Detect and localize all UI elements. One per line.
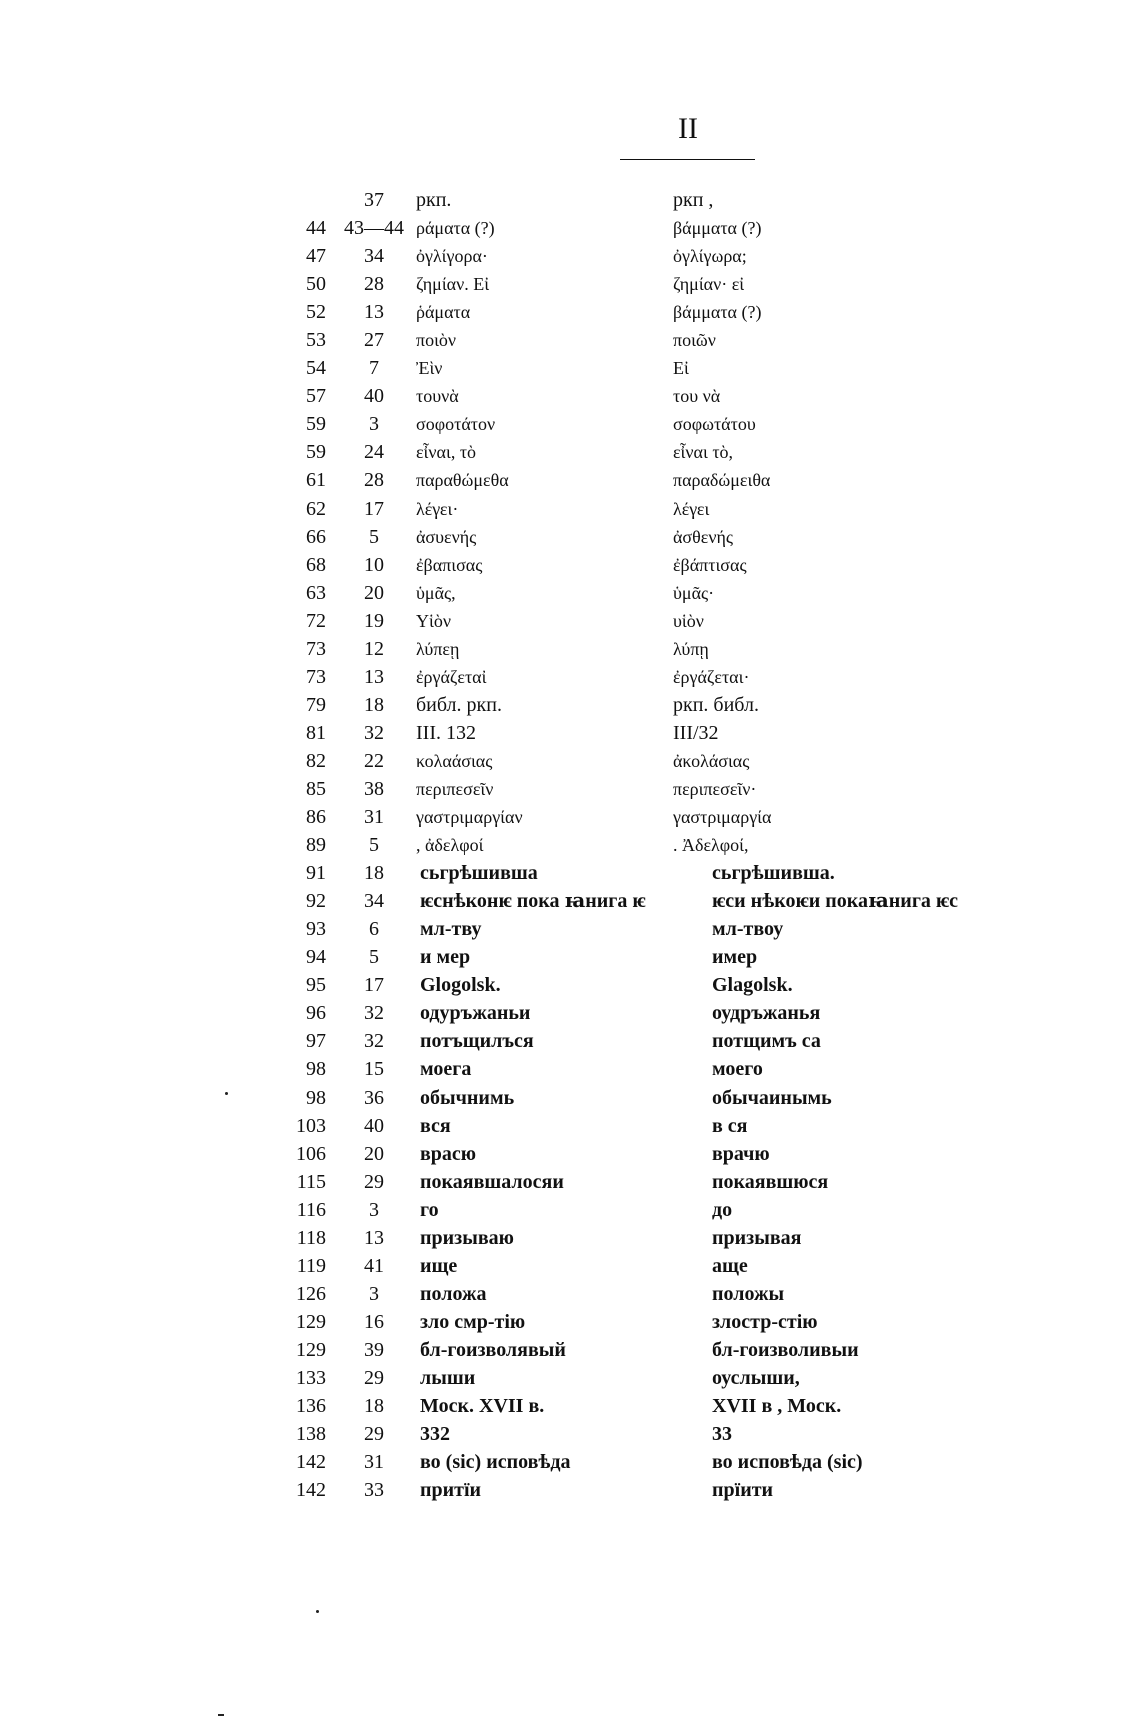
errata-printed-text: λέγει· [416, 498, 459, 519]
errata-page-number: 118 [296, 1226, 326, 1249]
errata-page-number: 50 [306, 273, 326, 296]
errata-line-number: 3 [369, 1282, 379, 1305]
errata-correct-text: ἀσθενής [673, 526, 733, 547]
errata-row [0, 1280, 1140, 1308]
errata-row [0, 1476, 1140, 1504]
errata-correct-text: ὀγλίγωρα; [673, 246, 747, 267]
errata-correct-text: моего [712, 1058, 763, 1081]
errata-row [0, 1364, 1140, 1392]
errata-printed-text: ποιὸν [416, 330, 457, 351]
errata-printed-text: γαστριμαργίαν [416, 807, 523, 828]
errata-line-number: 31 [364, 806, 384, 829]
errata-row [0, 1055, 1140, 1083]
errata-correct-text: оуслыши, [712, 1366, 800, 1389]
errata-correct-text: υἱὸν [673, 610, 704, 631]
errata-page-number: 138 [296, 1423, 326, 1446]
errata-line-number: 13 [364, 301, 384, 324]
errata-printed-text: περιπεσεῖν [416, 778, 494, 799]
errata-printed-text: обычнимь [420, 1086, 515, 1109]
errata-line-number: 13 [364, 1226, 384, 1249]
errata-printed-text: притїи [420, 1479, 482, 1502]
errata-row [0, 1252, 1140, 1280]
errata-correct-text: λέγει [673, 498, 710, 519]
errata-row [0, 410, 1140, 438]
errata-correct-text: περιπεσεῖν· [673, 778, 757, 799]
errata-page-number: 133 [296, 1366, 326, 1389]
errata-page-number: 59 [306, 441, 326, 464]
errata-printed-text: моега [420, 1058, 472, 1081]
errata-line-number: 3 [369, 413, 379, 436]
errata-row [0, 887, 1140, 915]
errata-line-number: 34 [364, 890, 384, 913]
errata-page-number: 66 [306, 525, 326, 548]
errata-correct-text: βάμματα (?) [673, 218, 762, 239]
errata-row [0, 326, 1140, 354]
errata-line-number: 16 [364, 1310, 384, 1333]
errata-page-number: 97 [306, 1030, 326, 1053]
errata-line-number: 19 [364, 609, 384, 632]
errata-printed-text: положа [420, 1282, 487, 1305]
errata-correct-text: Glagolsk. [712, 974, 793, 997]
errata-row [0, 1420, 1140, 1448]
errata-line-number: 5 [369, 525, 379, 548]
errata-page-number: 47 [306, 245, 326, 268]
errata-printed-text: библ. ркп. [416, 693, 502, 716]
errata-correct-text: ἐβάπτισας [673, 554, 747, 575]
errata-row [0, 831, 1140, 859]
errata-row [0, 298, 1140, 326]
errata-row [0, 1112, 1140, 1140]
errata-line-number: 5 [369, 834, 379, 857]
errata-line-number: 27 [364, 329, 384, 352]
errata-correct-text: злостр-стію [712, 1310, 818, 1333]
errata-line-number: 15 [364, 1058, 384, 1081]
errata-row [0, 607, 1140, 635]
errata-page-number: 129 [296, 1310, 326, 1333]
errata-row [0, 1168, 1140, 1196]
errata-row [0, 466, 1140, 494]
errata-line-number: 29 [364, 1170, 384, 1193]
errata-correct-text: в ся [712, 1114, 748, 1137]
errata-printed-text: κολαάσιας [416, 750, 493, 771]
errata-printed-text: ζημίαν. Εἰ [416, 274, 490, 295]
errata-printed-text: во (sic) исповѣда [420, 1451, 571, 1474]
errata-line-number: 37 [364, 189, 384, 211]
errata-correct-text: λύπῃ [673, 638, 709, 659]
errata-printed-text: σοφοτάτον [416, 414, 496, 435]
errata-line-number: 24 [364, 441, 384, 464]
errata-printed-text: зло смр-тію [420, 1310, 526, 1333]
errata-line-number: 7 [369, 357, 379, 380]
errata-row [0, 719, 1140, 747]
errata-row [0, 663, 1140, 691]
errata-row [0, 803, 1140, 831]
errata-page-number: 116 [296, 1198, 326, 1221]
errata-line-number: 13 [364, 665, 384, 688]
errata-printed-text: ѥснѣконѥ пока ꙗнига ѥ [420, 890, 646, 913]
errata-printed-text: 332 [420, 1423, 450, 1446]
errata-row [0, 1448, 1140, 1476]
errata-row [0, 1140, 1140, 1168]
errata-line-number: 12 [364, 637, 384, 660]
errata-line-number: 3 [369, 1198, 379, 1221]
errata-printed-text: ἀσυενής [416, 526, 477, 547]
errata-correct-text: βάμματα (?) [673, 302, 762, 323]
errata-line-number: 18 [364, 693, 384, 716]
errata-line-number: 32 [364, 721, 384, 744]
errata-printed-text: го [420, 1198, 439, 1221]
errata-printed-text: τουνὰ [416, 386, 459, 407]
errata-printed-text: ἐβαπισας [416, 554, 483, 575]
errata-line-number: 39 [364, 1338, 384, 1361]
errata-page-number: 79 [306, 693, 326, 716]
errata-printed-text: одуръжаньи [420, 1002, 531, 1025]
errata-line-number: 29 [364, 1366, 384, 1389]
errata-page-number: 142 [296, 1479, 326, 1502]
errata-line-number: 29 [364, 1423, 384, 1446]
errata-row [0, 775, 1140, 803]
errata-correct-text: ὑμᾶς· [673, 582, 715, 603]
errata-page-number: 115 [296, 1170, 326, 1193]
errata-row [0, 523, 1140, 551]
errata-correct-text: γαστριμαργία [673, 807, 772, 828]
errata-page-number: 129 [296, 1338, 326, 1361]
errata-row [0, 943, 1140, 971]
errata-printed-text: ище [420, 1254, 458, 1277]
errata-correct-text: бл-гоизволивыи [712, 1338, 859, 1361]
errata-row [0, 1308, 1140, 1336]
errata-page-number: 59 [306, 413, 326, 436]
errata-printed-text: παραθώμεθα [416, 470, 509, 491]
errata-page-number: 81 [306, 721, 326, 744]
errata-page-number: 62 [306, 497, 326, 520]
errata-line-number: 5 [369, 946, 379, 969]
errata-line-number: 40 [364, 385, 384, 408]
errata-printed-text: ῥάματα [416, 302, 471, 323]
errata-correct-text: во исповѣда (sic) [712, 1451, 863, 1474]
errata-printed-text: εἶναι, τὸ [416, 442, 477, 463]
errata-row [0, 635, 1140, 663]
errata-correct-text: . Ἀδελφοί, [673, 835, 749, 856]
errata-row [0, 747, 1140, 775]
errata-printed-text: призываю [420, 1226, 514, 1249]
errata-printed-text: врасю [420, 1142, 477, 1165]
page-number: II [678, 112, 698, 145]
errata-row [0, 551, 1140, 579]
errata-correct-text: до [712, 1198, 733, 1221]
errata-row [0, 270, 1140, 298]
errata-page-number: 85 [306, 777, 326, 800]
errata-page-number: 73 [306, 665, 326, 688]
errata-row [0, 1336, 1140, 1364]
errata-printed-text: бл-гоизволявый [420, 1338, 566, 1361]
errata-correct-text: του νὰ [673, 386, 721, 407]
ink-speck [316, 1610, 319, 1613]
errata-printed-text: мл-тву [420, 918, 482, 941]
errata-printed-text: III. 132 [416, 721, 476, 744]
errata-page-number: 89 [306, 834, 326, 857]
errata-printed-text: вся [420, 1114, 451, 1137]
errata-correct-text: ἐργάζεται· [673, 666, 750, 687]
errata-row [0, 382, 1140, 410]
errata-correct-text: ἀκολάσιας [673, 750, 750, 771]
ink-speck [225, 1092, 228, 1095]
errata-printed-text: и мер [420, 946, 471, 969]
errata-line-number: 38 [364, 777, 384, 800]
errata-row [0, 915, 1140, 943]
errata-page-number: 103 [296, 1114, 326, 1137]
errata-printed-text: λύπεῃ [416, 638, 460, 659]
errata-printed-text: Ἐὶν [416, 358, 443, 379]
errata-page-number: 126 [296, 1282, 326, 1305]
errata-correct-text: покаявшюся [712, 1170, 829, 1193]
errata-page-number: 86 [306, 806, 326, 829]
errata-printed-text: ράματα (?) [416, 218, 495, 239]
errata-correct-text: ркп , [673, 189, 714, 211]
errata-row [0, 859, 1140, 887]
errata-correct-text: ѥси нѣкоѥи покаꙗнига ѥс [712, 890, 959, 913]
errata-correct-text: мл-твоу [712, 918, 784, 941]
errata-correct-text: παραδώμειθα [673, 470, 771, 491]
errata-row [0, 1027, 1140, 1055]
errata-printed-text: , ἀδελφοί [416, 835, 484, 856]
errata-row [0, 999, 1140, 1027]
errata-row [0, 242, 1140, 270]
errata-correct-text: потщимъ са [712, 1030, 821, 1053]
errata-printed-text: Glogolsk. [420, 974, 501, 997]
errata-correct-text: положы [712, 1282, 785, 1305]
errata-page-number: 136 [296, 1395, 326, 1418]
errata-page-number: 98 [306, 1086, 326, 1109]
errata-line-number: 17 [364, 497, 384, 520]
errata-page-number: 52 [306, 301, 326, 324]
errata-line-number: 40 [364, 1114, 384, 1137]
errata-correct-text: призывая [712, 1226, 802, 1249]
errata-page-number: 73 [306, 637, 326, 660]
errata-line-number: 18 [364, 1395, 384, 1418]
errata-row [0, 1084, 1140, 1112]
errata-table [0, 186, 1140, 1504]
errata-correct-text: имер [712, 946, 758, 969]
errata-correct-text: оудръжанья [712, 1002, 821, 1025]
errata-line-number: 28 [364, 469, 384, 492]
errata-page-number: 53 [306, 329, 326, 352]
errata-correct-text: обычаинымь [712, 1086, 832, 1109]
errata-page-number: 95 [306, 974, 326, 997]
errata-printed-text: потъщилъся [420, 1030, 534, 1053]
errata-row [0, 354, 1140, 382]
errata-page-number: 119 [296, 1254, 326, 1277]
errata-printed-text: ὀγλίγορα· [416, 246, 488, 267]
errata-printed-text: ркп. [416, 189, 452, 211]
errata-page-number: 54 [306, 357, 326, 380]
errata-row [0, 1196, 1140, 1224]
errata-correct-text: III/32 [673, 721, 719, 744]
errata-page-number: 94 [306, 946, 326, 969]
errata-page-number: 61 [306, 469, 326, 492]
errata-page-number: 96 [306, 1002, 326, 1025]
header-rule [620, 159, 755, 160]
errata-correct-text: сьгрѣшивша. [712, 862, 835, 885]
errata-printed-text: покаявшалосяи [420, 1170, 564, 1193]
errata-row [0, 971, 1140, 999]
errata-printed-text: Моск. XVII в. [420, 1395, 545, 1418]
errata-line-number: 43—44 [344, 217, 404, 240]
errata-row [0, 579, 1140, 607]
errata-correct-text: εἶναι τὸ, [673, 442, 734, 463]
errata-printed-text: Υἱὸν [416, 610, 451, 631]
errata-line-number: 22 [364, 749, 384, 772]
errata-correct-text: ζημίαν· εἰ [673, 274, 745, 295]
errata-row [0, 186, 1140, 214]
ink-speck [218, 1714, 224, 1716]
errata-page-number: 93 [306, 918, 326, 941]
errata-line-number: 20 [364, 581, 384, 604]
errata-row [0, 214, 1140, 242]
errata-correct-text: Εἰ [673, 358, 689, 379]
errata-line-number: 32 [364, 1030, 384, 1053]
errata-line-number: 10 [364, 553, 384, 576]
errata-correct-text: прїити [712, 1479, 774, 1502]
errata-page-number: 72 [306, 609, 326, 632]
errata-line-number: 18 [364, 862, 384, 885]
errata-line-number: 36 [364, 1086, 384, 1109]
errata-page-number: 44 [306, 217, 326, 240]
errata-page-number: 92 [306, 890, 326, 913]
errata-correct-text: σοφωτάτου [673, 414, 756, 435]
errata-line-number: 17 [364, 974, 384, 997]
errata-row [0, 1392, 1140, 1420]
errata-correct-text: врачю [712, 1142, 770, 1165]
errata-line-number: 20 [364, 1142, 384, 1165]
errata-printed-text: ἐργάζεταἰ [416, 666, 487, 687]
errata-line-number: 31 [364, 1451, 384, 1474]
errata-page-number: 142 [296, 1451, 326, 1474]
errata-correct-text: XVII в , Моск. [712, 1395, 842, 1418]
errata-line-number: 41 [364, 1254, 384, 1277]
errata-printed-text: лыши [420, 1366, 476, 1389]
errata-page-number: 106 [296, 1142, 326, 1165]
errata-page-number: 63 [306, 581, 326, 604]
errata-page-number: 57 [306, 385, 326, 408]
errata-row [0, 691, 1140, 719]
errata-page-number: 68 [306, 553, 326, 576]
errata-line-number: 32 [364, 1002, 384, 1025]
errata-correct-text: ποιῶν [673, 330, 716, 351]
errata-row [0, 495, 1140, 523]
errata-row [0, 438, 1140, 466]
errata-row [0, 1224, 1140, 1252]
errata-line-number: 34 [364, 245, 384, 268]
errata-line-number: 28 [364, 273, 384, 296]
errata-page-number: 98 [306, 1058, 326, 1081]
errata-correct-text: ркп. библ. [673, 693, 759, 716]
errata-printed-text: сьгрѣшивша [420, 862, 538, 885]
errata-page-number: 91 [306, 862, 326, 885]
errata-line-number: 6 [369, 918, 379, 941]
errata-correct-text: 33 [712, 1423, 732, 1446]
errata-correct-text: аще [712, 1254, 748, 1277]
errata-page-number: 82 [306, 749, 326, 772]
errata-line-number: 33 [364, 1479, 384, 1502]
errata-printed-text: ὑμᾶς, [416, 582, 456, 603]
